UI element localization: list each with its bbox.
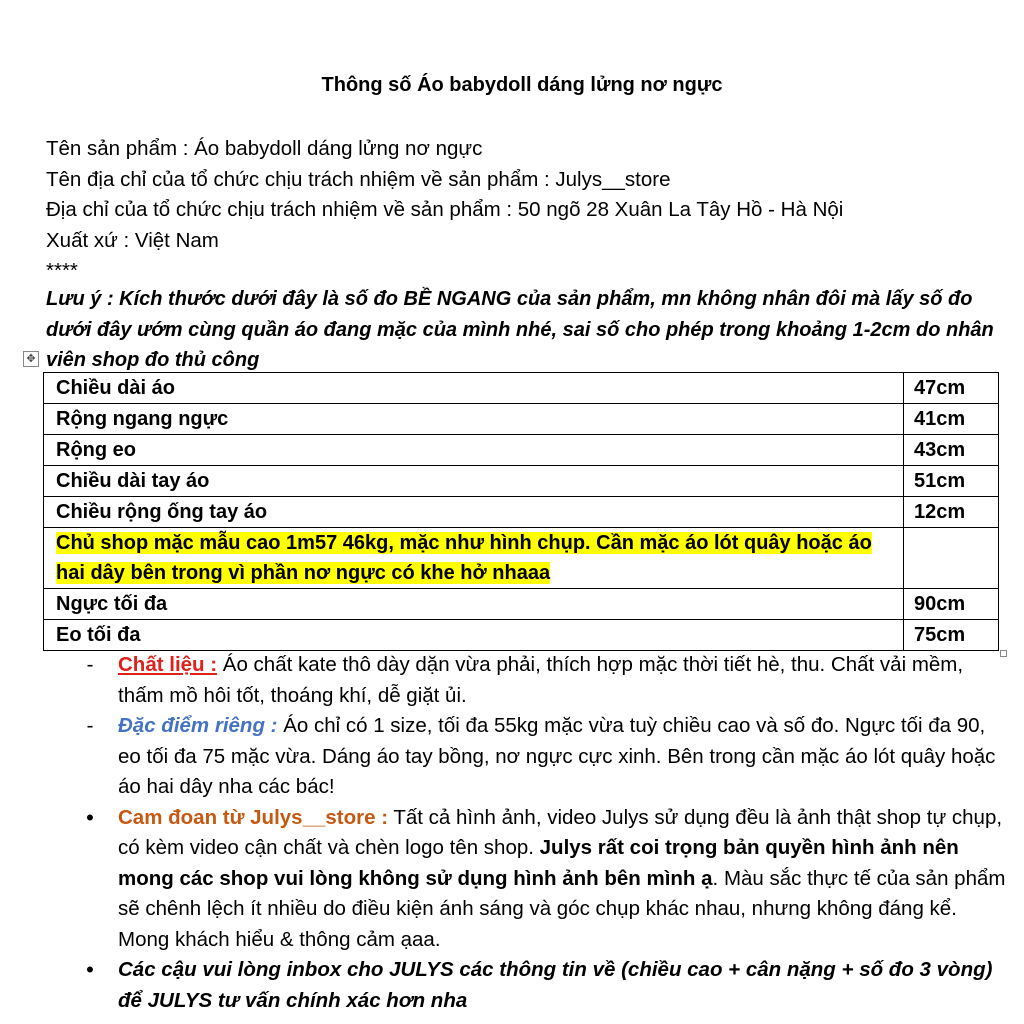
- row-value: 51cm: [904, 466, 999, 497]
- product-name: Tên sản phẩm : Áo babydoll dáng lửng nơ ngực: [46, 137, 483, 160]
- row-label: Eo tối đa: [44, 620, 904, 651]
- row-value: [904, 528, 999, 589]
- table-row: [44, 497, 999, 528]
- inbox-text: Các cậu vui lòng inbox cho JULYS các thông tin về (chiều cao + cân nặng + số đo 3 vòng) để JULYS tư vấn chính xác hơn nha: [118, 958, 993, 1012]
- org-address: Địa chỉ của tổ chức chịu trách nhiệm về sản phẩm : 50 ngõ 28 Xuân La Tây Hồ - Hà Nội: [46, 198, 844, 221]
- commitment-text: Tất cả hình ảnh, video Julys sử dụng đều là ảnh thật shop tự chụp, có kèm video cận chất và chèn logo tên shop.: [118, 805, 1003, 859]
- row-label: Chiều rộng ống tay áo: [44, 497, 904, 528]
- commitment-bold-text: Julys rất coi trọng bản quyền hình ảnh nên mong các shop vui lòng không sử dụng hình ảnh bên mình ạ: [118, 836, 959, 890]
- dash-marker: -: [86, 653, 94, 676]
- page-title: Thông số Áo babydoll dáng lửng nơ ngực: [321, 74, 723, 96]
- row-label: Chiều dài tay áo: [44, 466, 904, 497]
- details-list: [0, 650, 1024, 1016]
- row-label: Rộng ngang ngực: [44, 404, 904, 435]
- org-name: Tên địa chỉ của tổ chức chịu trách nhiệm về sản phẩm : Julys__store: [46, 167, 671, 191]
- features-text: Áo chỉ có 1 size, tối đa 55kg mặc vừa tuỳ chiều cao và số đo. Ngực tối đa 90, eo tối đa 75 mặc vừa. Dáng áo tay bồng, nơ ngực cực xinh. Bên trong cần mặc áo lót quây hoặc áo hai dây nha các bác!: [118, 714, 996, 798]
- dash-marker: -: [86, 714, 94, 737]
- row-value: 12cm: [904, 497, 999, 528]
- commitment-heading: Cam đoan từ Julys__store :: [118, 805, 389, 829]
- table-row: [44, 466, 999, 497]
- row-label: Ngực tối đa: [44, 589, 904, 620]
- bullet-marker: •: [86, 804, 94, 830]
- product-info: [46, 134, 843, 287]
- row-value: 43cm: [904, 435, 999, 466]
- origin: Xuất xứ : Việt Nam: [46, 228, 219, 252]
- table-row: [44, 373, 999, 404]
- highlighted-note: Chủ shop mặc mẫu cao 1m57 46kg, mặc như hình chụp. Cần mặc áo lót quây hoặc áo hai dây bên trong vì phần nơ ngực có khe hở nhaaa: [56, 532, 872, 584]
- list-item-commitment: [0, 803, 1024, 956]
- table-move-handle-icon[interactable]: ✥: [23, 351, 39, 367]
- row-label: Rộng eo: [44, 435, 904, 466]
- table-row: [44, 435, 999, 466]
- table-row: [44, 404, 999, 435]
- features-heading: Đặc điểm riêng :: [118, 714, 278, 737]
- material-text: Áo chất kate thô dày dặn vừa phải, thích hợp mặc thời tiết hè, thu. Chất vải mềm, thấm mồ hôi tốt, thoáng khí, dễ giặt ủi.: [118, 653, 964, 707]
- bullet-marker: •: [86, 957, 94, 982]
- table-row-highlight: [44, 528, 999, 589]
- measurement-note: Lưu ý : Kích thước dưới đây là số đo BỀ NGANG của sản phẩm, mn không nhân đôi mà lấy số đo dưới đây ướm cùng quần áo đang mặc của mình nhé, sai số cho phép trong khoảng 1-2cm do nhân viên shop đo thủ công: [46, 288, 994, 371]
- row-value: 47cm: [904, 373, 999, 404]
- row-label: Chiều dài áo: [44, 373, 904, 404]
- table-row: [44, 620, 999, 651]
- separator: ****: [46, 259, 78, 282]
- list-item-features: [0, 711, 1024, 803]
- row-label: [44, 528, 904, 589]
- row-value: 90cm: [904, 589, 999, 620]
- list-item-inbox: [0, 955, 1024, 1016]
- row-value: 75cm: [904, 620, 999, 651]
- table-row: [44, 589, 999, 620]
- material-heading: Chất liệu :: [118, 653, 218, 676]
- spec-table: [43, 372, 999, 651]
- row-value: 41cm: [904, 404, 999, 435]
- list-item-material: [0, 650, 1024, 711]
- commitment-tail: . Màu sắc thực tế của sản phẩm sẽ chênh lệch ít nhiều do điều kiện ánh sáng và góc chụp khác nhau, nhưng không đáng kể. Mong khách hiểu & thông cảm ạaa.: [118, 866, 1006, 951]
